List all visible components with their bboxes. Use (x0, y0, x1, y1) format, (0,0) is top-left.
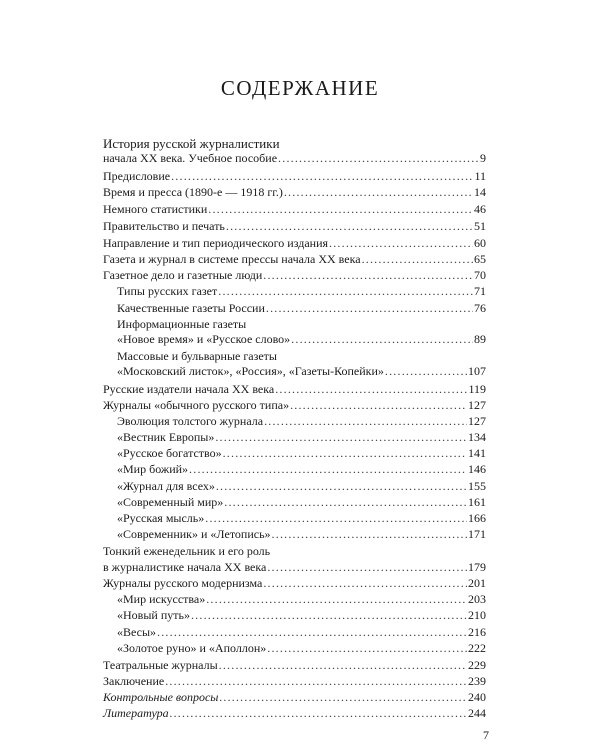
toc-entry-page: 134 (468, 430, 486, 444)
toc-entry-text: «Новое время» и «Русское слово» (117, 332, 291, 346)
toc-entry-page: 155 (468, 479, 486, 493)
toc-entry-text: «Русское богатство» (117, 446, 222, 460)
toc-entry-page: 65 (474, 252, 486, 266)
toc-entry[interactable] (103, 691, 486, 704)
toc-subentry[interactable] (117, 593, 486, 606)
toc-entry[interactable] (103, 269, 486, 282)
leader-dots (267, 561, 467, 574)
toc-entry-text: Правительство и печать (103, 219, 225, 233)
leader-dots (171, 170, 473, 183)
toc-subentry[interactable] (117, 447, 486, 460)
toc-entry-text: Журналы русского модернизма (103, 576, 263, 590)
toc-entry-page: 171 (468, 527, 486, 541)
toc-entry-text: «Мир божий» (117, 462, 189, 476)
leader-dots (170, 707, 467, 720)
toc-subentry[interactable] (117, 333, 486, 346)
toc-entry-page: 146 (468, 462, 486, 476)
toc-entry-text: Театральные журналы (103, 658, 218, 672)
toc-entry-page: 9 (480, 151, 486, 165)
toc-entry-book[interactable] (103, 152, 486, 165)
toc-entry-text: «Весы» (117, 625, 157, 639)
leader-dots (189, 463, 467, 476)
leader-dots (224, 496, 467, 509)
leader-dots (278, 152, 479, 165)
toc-subentry[interactable] (117, 512, 486, 525)
toc-entry[interactable] (103, 220, 486, 233)
toc-entry[interactable] (103, 383, 486, 396)
toc-subentry[interactable] (117, 528, 486, 541)
toc-entry-page: 141 (468, 446, 486, 460)
toc-entry-page: 127 (468, 398, 486, 412)
toc-entry-page: 76 (474, 301, 486, 315)
toc-entry-text: Предисловие (103, 169, 171, 183)
toc-entry-text: Контрольные вопросы (103, 690, 219, 704)
toc-entry-text: начала XX века. Учебное пособие (103, 151, 278, 165)
toc-entry-page: 14 (474, 185, 486, 199)
toc-entry-text: «Вестник Европы» (117, 430, 215, 444)
toc-entry-page: 119 (468, 382, 486, 396)
toc-subentry-line1: Информационные газеты (117, 317, 247, 331)
leader-dots (165, 675, 467, 688)
toc-entry-page: 166 (468, 511, 486, 525)
leader-dots (157, 626, 467, 639)
toc-subentry-line1: Массовые и бульварные газеты (117, 349, 277, 363)
leader-dots (208, 203, 473, 216)
page-number: 7 (483, 728, 489, 742)
leader-dots (267, 642, 467, 655)
toc-subentry[interactable] (117, 496, 486, 509)
toc-entry[interactable] (103, 186, 486, 199)
toc-subentry[interactable] (117, 609, 486, 622)
leader-dots (218, 285, 473, 298)
leader-dots (215, 431, 467, 444)
toc-entry-text: Типы русских газет (117, 284, 218, 298)
leader-dots (263, 577, 467, 590)
toc-entry[interactable] (103, 561, 486, 574)
toc-entry-page: 127 (468, 414, 486, 428)
toc-entry-page: 244 (468, 706, 486, 720)
toc-entry-page: 51 (474, 219, 486, 233)
leader-dots (362, 253, 473, 266)
toc-entry-text: «Современный мир» (117, 495, 224, 509)
toc-entry-page: 46 (474, 202, 486, 216)
leader-dots (272, 528, 467, 541)
leader-dots (290, 399, 467, 412)
page-title: СОДЕРЖАНИЕ (220, 76, 380, 100)
toc-entry[interactable] (103, 253, 486, 266)
toc-entry-text: Газетное дело и газетные люди (103, 268, 263, 282)
leader-dots (206, 593, 467, 606)
toc-entry-line1: Тонкий еженедельник и его роль (103, 544, 271, 558)
toc-entry-text: Литература (103, 706, 169, 720)
toc-entry[interactable] (103, 577, 486, 590)
toc-subentry[interactable] (117, 626, 486, 639)
toc-entry-text: Журналы «обычного русского типа» (103, 398, 290, 412)
toc-entry-page: 161 (468, 495, 486, 509)
toc-entry-text: «Современник» и «Летопись» (117, 527, 271, 541)
toc-entry-text: «Русская мысль» (117, 511, 205, 525)
toc-subentry[interactable] (117, 480, 486, 493)
toc-entry-page: 239 (468, 674, 486, 688)
leader-dots (191, 609, 467, 622)
toc-entry-page: 107 (468, 364, 486, 378)
toc-entry-page: 71 (474, 284, 486, 298)
toc-entry-page: 11 (474, 169, 486, 183)
toc-entry-page: 201 (468, 576, 486, 590)
toc-entry-text: Заключение (103, 674, 165, 688)
leader-dots (275, 383, 467, 396)
toc-entry-page: 216 (468, 625, 486, 639)
toc-entry[interactable] (103, 170, 486, 183)
toc-entry-text: Газета и журнал в системе прессы начала XX века (103, 252, 361, 266)
leader-dots (219, 659, 467, 672)
leader-dots (216, 480, 467, 493)
leader-dots (291, 333, 473, 346)
toc-subentry[interactable] (117, 463, 486, 476)
toc-entry-page: 70 (474, 268, 486, 282)
toc-entry-text: «Золотое руно» и «Аполлон» (117, 641, 267, 655)
toc-entry-text: «Московский листок», «Россия», «Газеты-Копейки» (117, 364, 384, 378)
toc-entry[interactable] (103, 203, 486, 216)
toc-entry-text: в журналистике начала XX века (103, 560, 267, 574)
leader-dots (385, 365, 467, 378)
toc-entry-text: Направление и тип периодического издания (103, 236, 329, 250)
leader-dots (329, 237, 473, 250)
toc-entry-page: 203 (468, 592, 486, 606)
leader-dots (226, 220, 473, 233)
toc-entry-page: 210 (468, 608, 486, 622)
leader-dots (264, 415, 467, 428)
toc-entry-text: «Мир искусства» (117, 592, 206, 606)
toc-subentry[interactable] (117, 365, 486, 378)
toc-entry-page: 222 (468, 641, 486, 655)
toc-entry[interactable] (103, 659, 486, 672)
toc-entry-text: Немного статистики (103, 202, 208, 216)
leader-dots (219, 691, 467, 704)
toc-subentry[interactable] (117, 285, 486, 298)
leader-dots (223, 447, 467, 460)
toc-entry-text: «Новый путь» (117, 608, 190, 622)
toc-entry-text: Качественные газеты России (117, 301, 265, 315)
toc-entry-text: Время и пресса (1890-е — 1918 гг.) (103, 185, 283, 199)
toc-entry-text: Эволюция толстого журнала (117, 414, 264, 428)
toc-entry-page: 179 (468, 560, 486, 574)
leader-dots (284, 186, 473, 199)
toc-entry-text: Русские издатели начала XX века (103, 382, 275, 396)
leader-dots (266, 302, 473, 315)
leader-dots (263, 269, 473, 282)
toc-subentry[interactable] (117, 431, 486, 444)
toc-entry-page: 60 (474, 236, 486, 250)
toc-entry[interactable] (103, 237, 486, 250)
toc-entry[interactable] (103, 675, 486, 688)
toc-entry[interactable] (103, 707, 486, 720)
toc-subentry[interactable] (117, 302, 486, 315)
toc-entry-page: 240 (468, 690, 486, 704)
toc-entry-page: 229 (468, 658, 486, 672)
toc-entry[interactable] (103, 399, 486, 412)
toc-subentry[interactable] (117, 415, 486, 428)
leader-dots (205, 512, 467, 525)
toc-entry-text: «Журнал для всех» (117, 479, 215, 493)
toc-entry-page: 89 (474, 332, 486, 346)
toc-book-title-line1: История русской журналистики (103, 136, 280, 151)
toc-subentry[interactable] (117, 642, 486, 655)
